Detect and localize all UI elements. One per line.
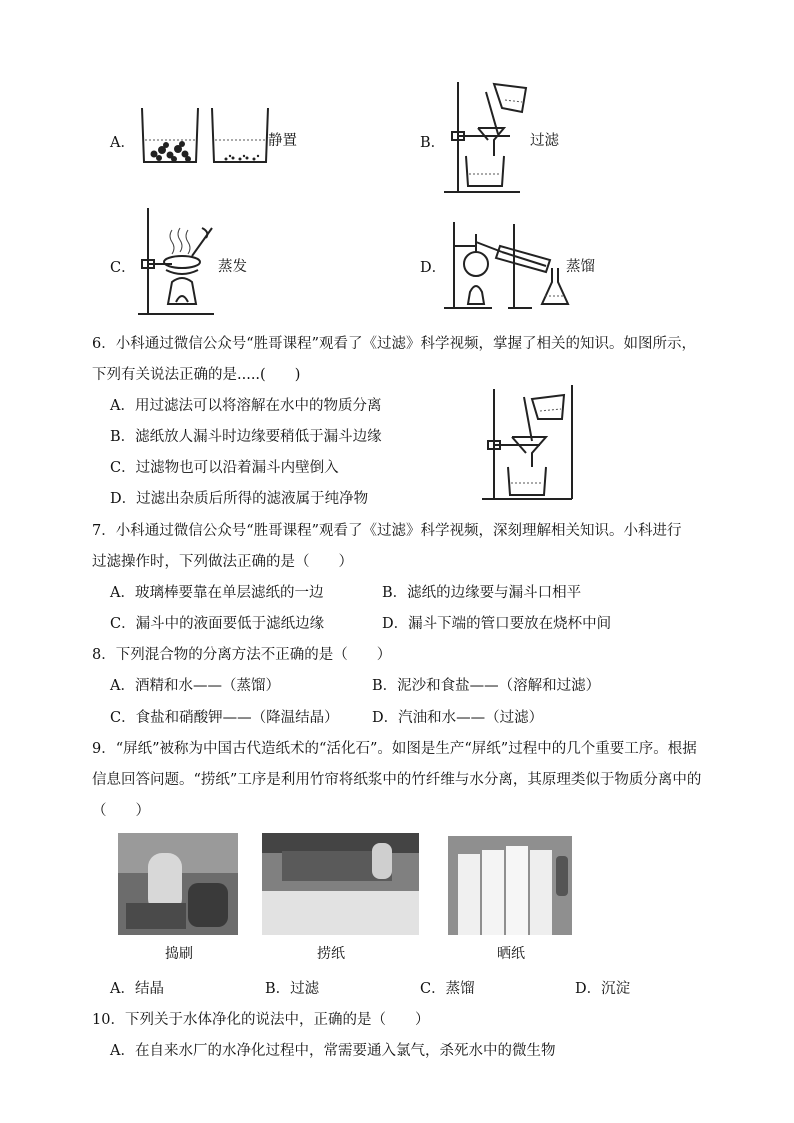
option-a-letter: A． [110,135,135,151]
q6-option-a: A．用过滤法可以将溶解在水中的物质分离 [110,398,382,414]
q7-option-b: B．滤纸的边缘要与漏斗口相平 [382,585,582,601]
q9-stem-line3: （ ） [92,803,150,819]
q6-option-c: C．过滤物也可以沿着漏斗内壁倒入 [110,460,339,476]
q7-stem-line1: 7．小科通过微信公众号“胜哥课程”观看了《过滤》科学视频，深刻理解相关知识。小科进行 [92,523,682,539]
q9-option-b: B．过滤 [265,981,320,997]
option-c-label: 蒸发 [218,259,247,275]
pounding-caption: 捣刷 [165,946,193,962]
option-b-letter: B． [420,135,446,151]
q9-option-c: C．蒸馏 [420,981,475,997]
q8-stem: 8．下列混合物的分离方法不正确的是（ ） [92,647,392,663]
option-a-label: 静置 [268,133,297,149]
option-b-label: 过滤 [530,133,559,149]
q8-option-a: A．酒精和水——（蒸馏） [110,678,280,694]
pounding-photo [118,833,238,935]
settling-beakers-figure [138,104,268,170]
distillation-apparatus-figure [442,212,572,312]
q8-option-c: C．食盐和硝酸钾——（降温结晶） [110,710,339,726]
q8-option-b: B．泥沙和食盐——（溶解和过滤） [372,678,601,694]
q6-option-b: B．滤纸放人漏斗时边缘要稍低于漏斗边缘 [110,429,382,445]
evaporation-apparatus-figure [136,204,226,320]
q9-option-a: A．结晶 [110,981,164,997]
drying-caption: 晒纸 [497,946,525,962]
q6-filtration-figure [480,383,580,505]
scooping-paper-photo [262,833,419,935]
q7-option-d: D．漏斗下端的管口要放在烧杯中间 [382,616,612,632]
q7-option-c: C．漏斗中的液面要低于滤纸边缘 [110,616,325,632]
q9-stem-line2: 信息回答问题。“捞纸”工序是利用竹帘将纸浆中的竹纤维与水分离，其原理类似于物质分离中的 [92,772,702,788]
q9-option-d: D．沉淀 [575,981,631,997]
q8-option-d: D．汽油和水——（过滤） [372,710,544,726]
q10-stem: 10．下列关于水体净化的说法中，正确的是（ ） [92,1012,430,1028]
q6-option-d: D．过滤出杂质后所得的滤液属于纯净物 [110,491,369,507]
q10-option-a: A．在自来水厂的水净化过程中，常需要通入氯气，杀死水中的微生物 [110,1043,556,1059]
q6-stem-line1: 6．小科通过微信公众号“胜哥课程”观看了《过滤》科学视频，掌握了相关的知识。如图所示， [92,336,697,352]
filtration-apparatus-figure [442,78,532,198]
q7-option-a: A．玻璃棒要靠在单层滤纸的一边 [110,585,324,601]
option-c-letter: C． [110,260,136,276]
q9-stem-line1: 9．“屏纸”被称为中国古代造纸术的“活化石”。如图是生产“屏纸”过程中的几个重要工序。根据 [92,741,697,757]
q6-stem-line2: 下列有关说法正确的是.....( ) [92,367,301,383]
option-d-letter: D． [420,260,447,276]
q7-stem-line2: 过滤操作时，下列做法正确的是（ ） [92,554,353,570]
scooping-caption: 捞纸 [317,946,345,962]
option-d-label: 蒸馏 [566,259,595,275]
drying-paper-photo [448,836,572,935]
